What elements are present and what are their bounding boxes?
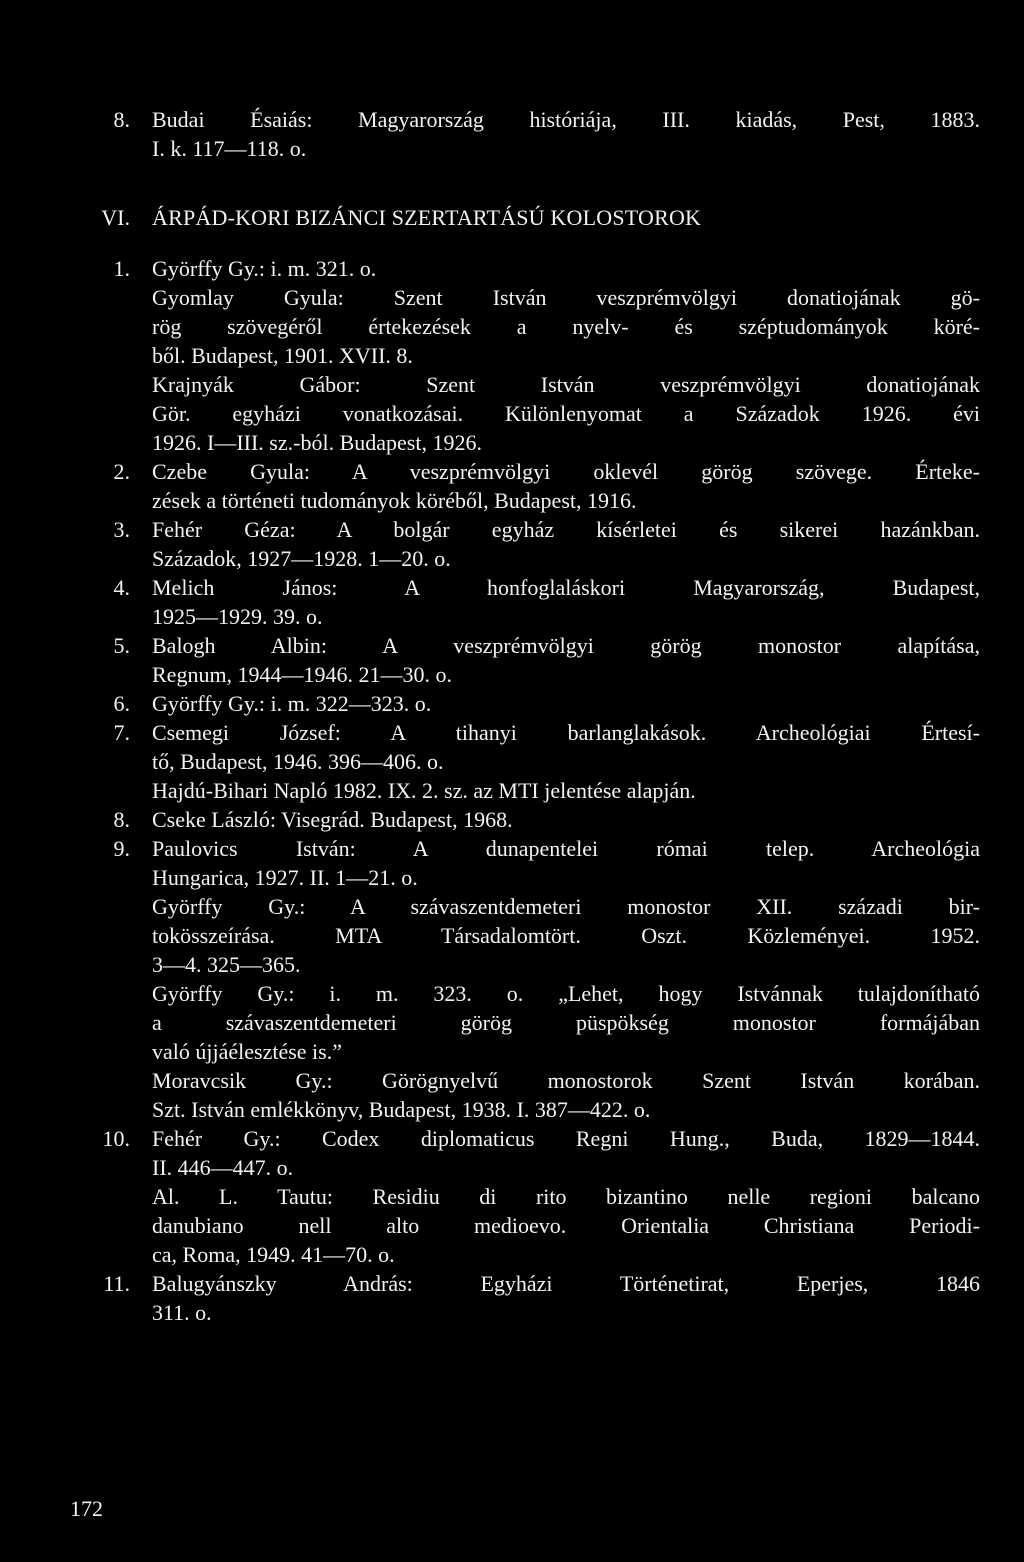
reference-text — [152, 631, 980, 689]
section-heading — [80, 203, 980, 232]
text-line: Melich János: A honfoglaláskori Magyarország, Budapest, — [152, 575, 980, 600]
reference-text — [152, 105, 980, 163]
text-line: danubiano nell alto medioevo. Orientalia Christiana Periodi- — [152, 1213, 980, 1238]
text-line: Al. L. Tautu: Residiu di rito bizantino nelle regioni balcano — [152, 1184, 980, 1209]
reference-entry — [80, 718, 980, 805]
reference-text — [152, 718, 980, 805]
text-line: tő, Budapest, 1946. 396—406. o. — [152, 749, 444, 774]
text-line: tokösszeírása. MTA Társadalomtört. Oszt. Közleményei. 1952. — [152, 923, 980, 948]
reference-entry — [80, 1269, 980, 1327]
text-line: Balugyánszky András: Egyházi Történetirat, Eperjes, 1846 — [152, 1271, 980, 1296]
text-line: Csemegi József: A tihanyi barlanglakások. Archeológiai Értesí- — [152, 720, 980, 745]
section-heading-text — [152, 203, 980, 232]
text-line: Gör. egyházi vonatkozásai. Különlenyomat a Századok 1926. évi — [152, 401, 980, 426]
section-heading-number: VI. — [101, 205, 130, 230]
text-line: ből. Budapest, 1901. XVII. 8. — [152, 343, 413, 368]
text-line: Cseke László: Visegrád. Budapest, 1968. — [152, 807, 513, 832]
text-line: rög szövegéről értekezések a nyelv- és széptudományok köré- — [152, 314, 980, 339]
reference-text — [152, 689, 980, 718]
text-line: II. 446—447. o. — [152, 1155, 294, 1180]
reference-entry — [80, 834, 980, 1124]
text-line: Balogh Albin: A veszprémvölgyi görög monostor alapítása, — [152, 633, 980, 658]
reference-entry — [80, 573, 980, 631]
reference-text — [152, 834, 980, 1124]
reference-text — [152, 1269, 980, 1327]
text-line: 311. o. — [152, 1300, 212, 1325]
text-line: Regnum, 1944—1946. 21—30. o. — [152, 662, 453, 687]
reference-entry — [80, 631, 980, 689]
reference-entry — [80, 1124, 980, 1269]
text-line: Czebe Gyula: A veszprémvölgyi oklevél görög szövege. Érteke- — [152, 459, 980, 484]
text-line: 1925—1929. 39. o. — [152, 604, 323, 629]
reference-number: 1. — [113, 256, 130, 281]
text-line: Paulovics István: A dunapentelei római telep. Archeológia — [152, 836, 980, 861]
reference-number: 6. — [113, 691, 130, 716]
reference-number: 8. — [113, 107, 130, 132]
text-line: 1926. I—III. sz.-ból. Budapest, 1926. — [152, 430, 482, 455]
reference-number: 8. — [113, 807, 130, 832]
page-number: 172 — [70, 1496, 103, 1521]
text-line: 3—4. 325—365. — [152, 952, 301, 977]
reference-number: 3. — [113, 517, 130, 542]
reference-number: 5. — [113, 633, 130, 658]
text-line: Györffy Gy.: i. m. 322—323. o. — [152, 691, 432, 716]
text-line: a szávaszentdemeteri görög püspökség monostor formájában — [152, 1010, 980, 1035]
text-line: Fehér Gy.: Codex diplomaticus Regni Hung., Buda, 1829—1844. — [152, 1126, 980, 1151]
text-line: Szt. István emlékkönyv, Budapest, 1938. I. 387—422. o. — [152, 1097, 651, 1122]
reference-entry — [80, 689, 980, 718]
reference-number: 7. — [113, 720, 130, 745]
section-heading-line: ÁRPÁD-KORI BIZÁNCI SZERTARTÁSÚ KOLOSTOROK — [152, 205, 702, 230]
reference-text — [152, 254, 980, 457]
reference-text — [152, 573, 980, 631]
reference-entry — [80, 805, 980, 834]
reference-number: 11. — [103, 1271, 130, 1296]
text-line: Hajdú-Bihari Napló 1982. IX. 2. sz. az MTI jelentése alapján. — [152, 778, 696, 803]
page-content — [80, 105, 980, 1327]
reference-number: 9. — [113, 836, 130, 861]
reference-text — [152, 1124, 980, 1269]
text-line: Krajnyák Gábor: Szent István veszprémvölgyi donatiojának — [152, 372, 980, 397]
text-line: ca, Roma, 1949. 41—70. o. — [152, 1242, 395, 1267]
text-line: Györffy Gy.: i. m. 321. o. — [152, 256, 377, 281]
reference-entry — [80, 457, 980, 515]
reference-number: 2. — [113, 459, 130, 484]
reference-text — [152, 457, 980, 515]
reference-text — [152, 805, 980, 834]
text-line: Györffy Gy.: i. m. 323. o. „Lehet, hogy Istvánnak tulajdonítható — [152, 981, 980, 1006]
reference-entry — [80, 515, 980, 573]
reference-number: 4. — [113, 575, 130, 600]
text-line: Budai Ésaiás: Magyarország históriája, III. kiadás, Pest, 1883. — [152, 107, 980, 132]
text-line: való újjáélesztése is.” — [152, 1039, 342, 1064]
reference-entry — [80, 254, 980, 457]
reference-number: 10. — [102, 1126, 130, 1151]
text-line: I. k. 117—118. o. — [152, 136, 307, 161]
text-line: Fehér Géza: A bolgár egyház kísérletei és sikerei hazánkban. — [152, 517, 980, 542]
reference-text — [152, 515, 980, 573]
text-line: Moravcsik Gy.: Görögnyelvű monostorok Szent István korában. — [152, 1068, 980, 1093]
reference-entry — [80, 105, 980, 163]
text-line: Gyomlay Gyula: Szent István veszprémvölgyi donatiojának gö- — [152, 285, 980, 310]
text-line: Hungarica, 1927. II. 1—21. o. — [152, 865, 418, 890]
text-line: Századok, 1927—1928. 1—20. o. — [152, 546, 451, 571]
text-line: zések a történeti tudományok köréből, Budapest, 1916. — [152, 488, 637, 513]
text-line: Györffy Gy.: A szávaszentdemeteri monostor XII. századi bir- — [152, 894, 980, 919]
